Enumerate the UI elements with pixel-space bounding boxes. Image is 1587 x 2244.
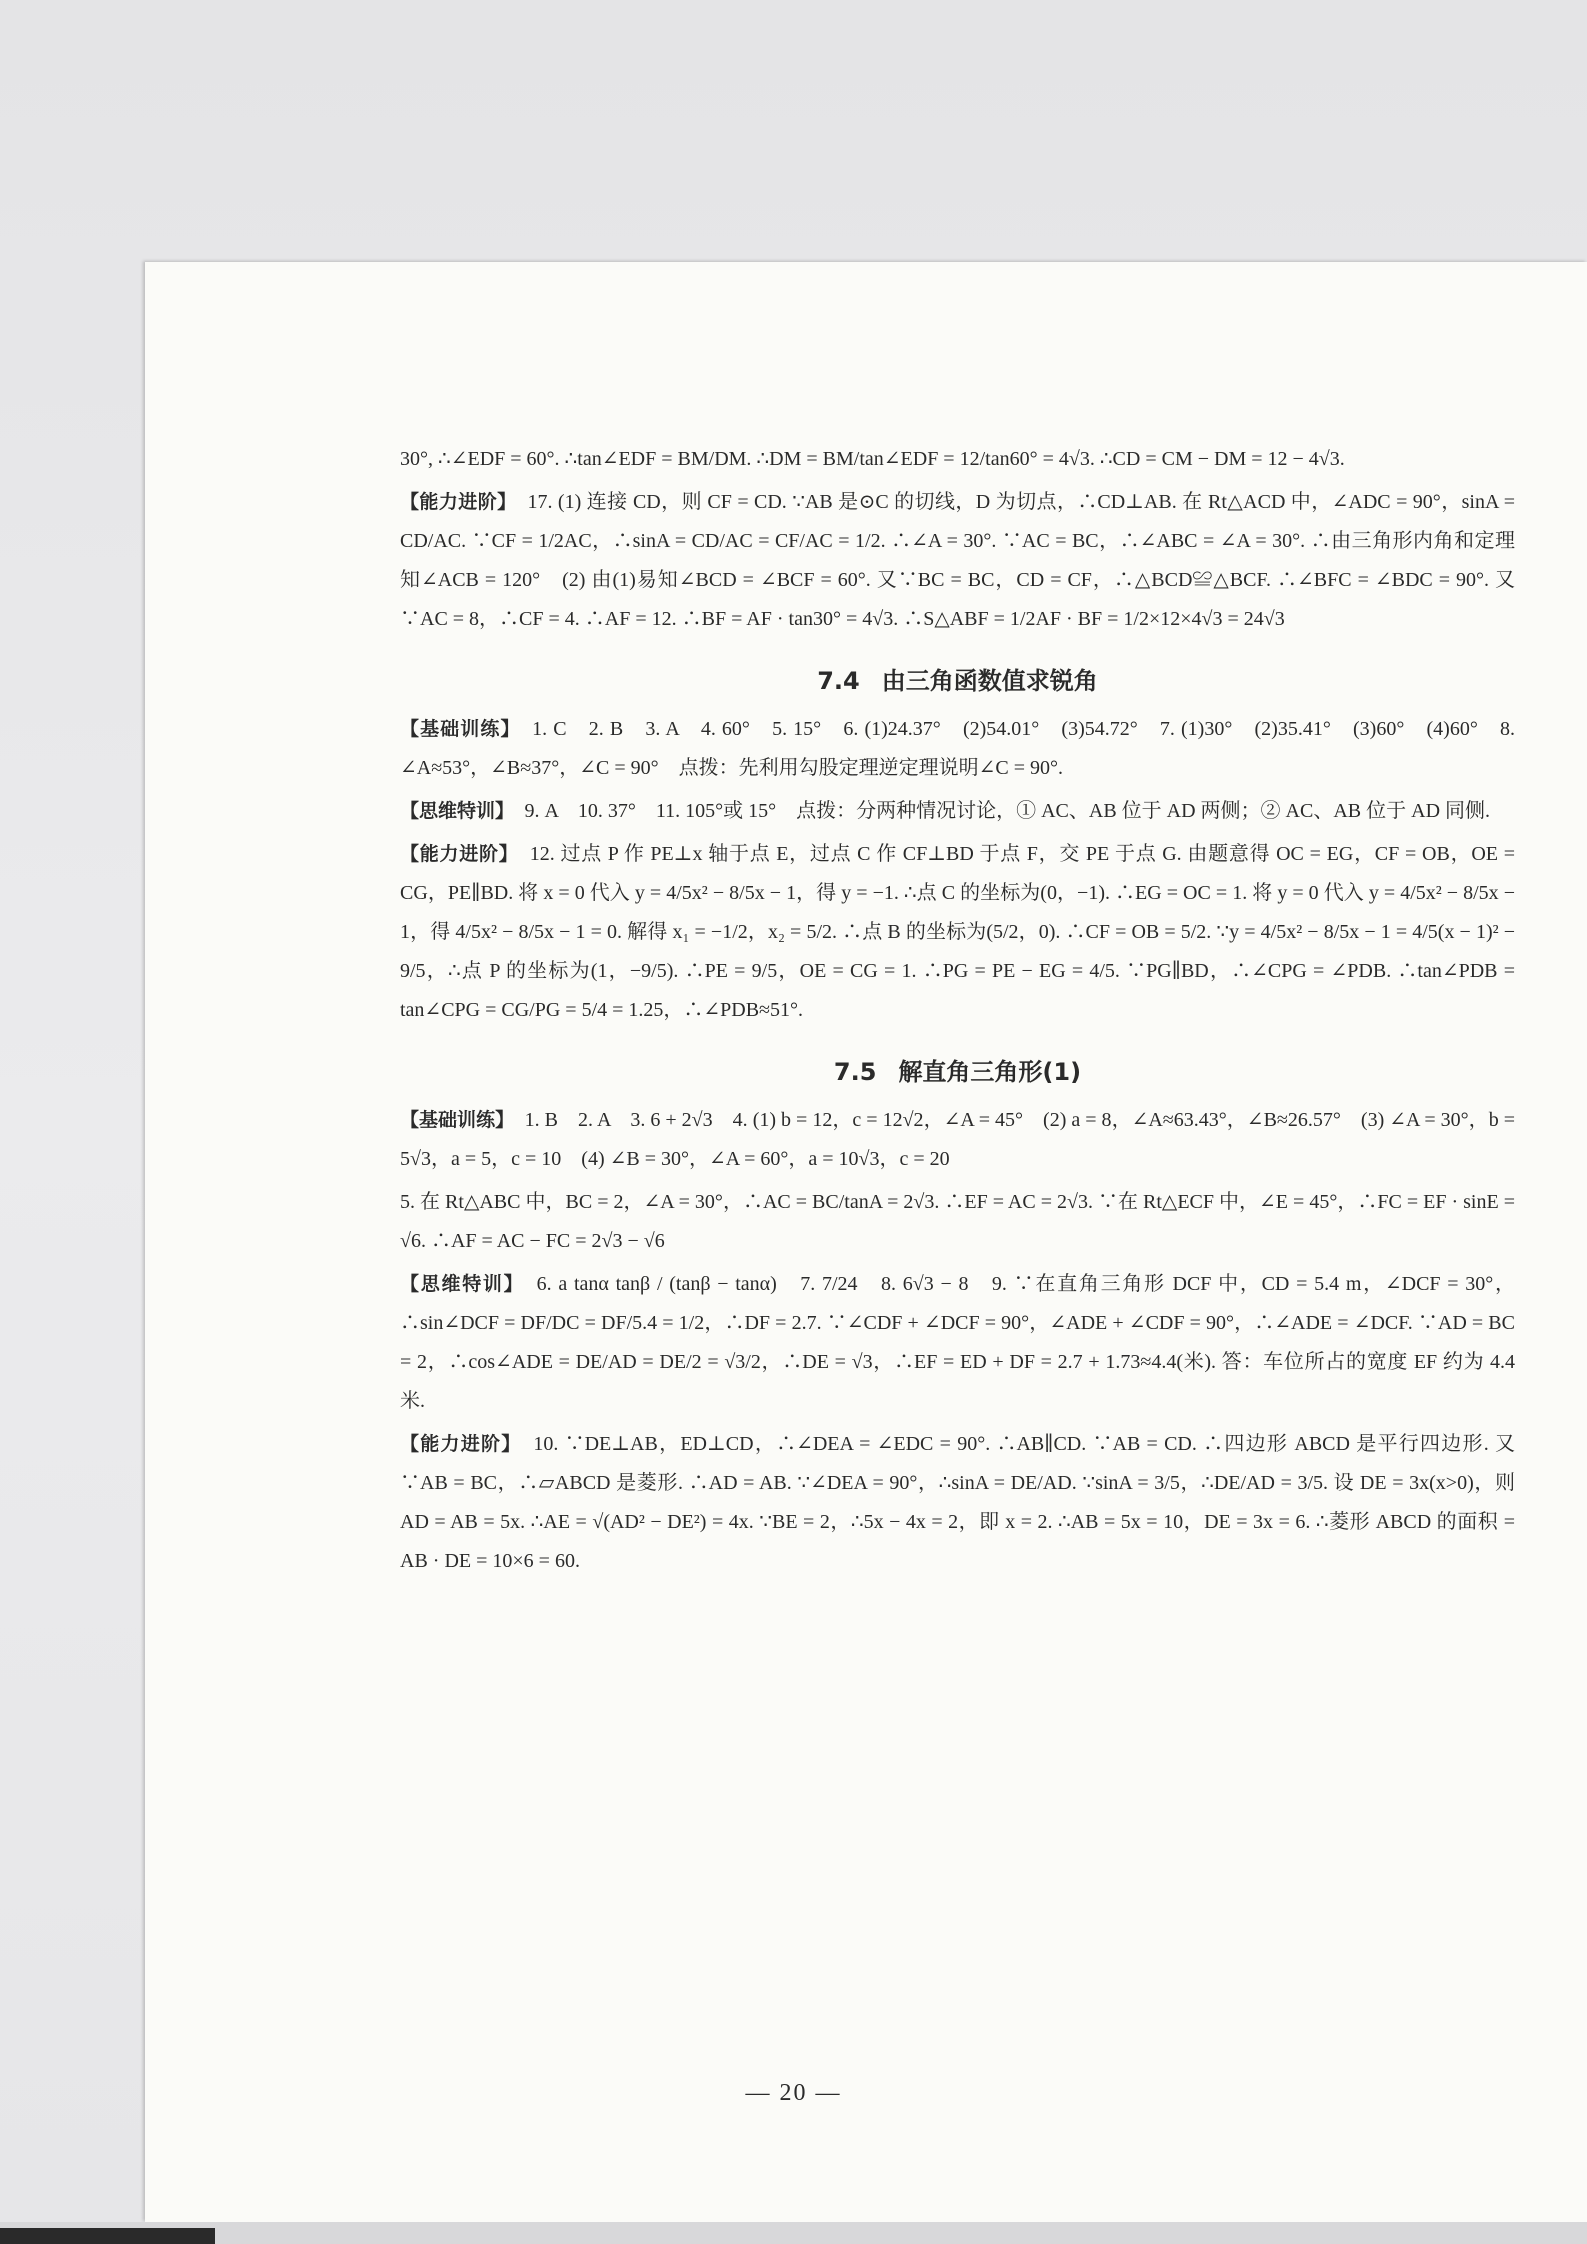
section-heading bbox=[400, 661, 1515, 696]
section-title: 由三角函数值求锐角 bbox=[881, 667, 1098, 695]
answer-text: 17. (1) 连接 CD，则 CF = CD. ∵AB 是⊙C 的切线，D 为切点，∴CD⊥AB. 在 Rt△ACD 中，∠ADC = 90°，sinA = CD/AC. ∵CF = 1/2AC，∴sinA = CD/AC = CF/AC = 1/2. ∴∠A = 30°. ∵AC = BC，∴∠ABC = ∠A = 30°. ∴由三角形内角和定理知∠ACB = 120° (2) 由(1)易知∠BCD = ∠BCF = 60°. 又∵BC = BC，CD = CF，∴△BCD≌△BCF. ∴∠BFC = ∠BDC = 90°. 又∵AC = 8，∴CF = 4. ∴AF = 12. ∴BF = AF · tan30° = 4√3. ∴S△ABF = 1/2AF · BF = 1/2×12×4√3 = 24√3 bbox=[400, 491, 1516, 630]
section-tag: 【能力进阶】 bbox=[400, 843, 509, 865]
page-body bbox=[400, 440, 1515, 1585]
answer-text: 1. B 2. A 3. 6 + 2√3 4. (1) b = 12，c = 12√2，∠A = 45° (2) a = 8，∠A≈63.43°，∠B≈26.57° (3) ∠A = 30°，b = 5√3，a = 5，c = 10 (4) ∠B = 30°，∠A = 60°，a = 10√3，c = 20 bbox=[400, 1109, 1515, 1170]
answer-text: 12. 过点 P 作 PE⊥x 轴于点 E，过点 C 作 CF⊥BD 于点 F，交 PE 于点 G. 由题意得 OC = EG，CF = OB，OE = CG，PE∥BD. 将 x = 0 代入 y = 4/5x² − 8/5x − 1，得 y = −1. ∴点 C 的坐标为(0，−1). ∴EG = OC = 1. 将 y = 0 代入 y = 4/5x² − 8/5x − 1，得 4/5x² − 8/5x − 1 = 0. 解得 x₁ = −1/2，x₂ = 5/2. ∴点 B 的坐标为(5/2，0). ∴CF = OB = 5/2. ∵y = 4/5x² − 8/5x − 1 = 4/5(x − 1)² − 9/5，∴点 P 的坐标为(1，−9/5). ∴PE = 9/5，OE = CG = 1. ∴PG = PE − EG = 4/5. ∵PG∥BD，∴∠CPG = ∠PDB. ∴tan∠PDB = tan∠CPG = CG/PG = 5/4 = 1.25，∴∠PDB≈51°. bbox=[400, 843, 1516, 1021]
page-number bbox=[0, 2080, 1587, 2107]
section-tag: 【基础训练】 bbox=[400, 1109, 505, 1131]
answer-paragraph bbox=[400, 1425, 1515, 1581]
answer-text: 5. 在 Rt△ABC 中，BC = 2，∠A = 30°，∴AC = BC/tanA = 2√3. ∴EF = AC = 2√3. ∵在 Rt△ECF 中，∠E = 45°，∴FC = EF · sinE = √6. ∴AF = AC − FC = 2√3 − √6 bbox=[400, 1191, 1515, 1252]
answer-text: 10. ∵DE⊥AB，ED⊥CD，∴∠DEA = ∠EDC = 90°. ∴AB∥CD. ∵AB = CD. ∴四边形 ABCD 是平行四边形. 又∵AB = BC，∴▱ABCD 是菱形. ∴AD = AB. ∵∠DEA = 90°，∴sinA = DE/AD. ∵sinA = 3/5，∴DE/AD = 3/5. 设 DE = 3x(x>0)，则 AD = AB = 5x. ∴AE = √(AD² − DE²) = 4x. ∵BE = 2，∴5x − 4x = 2，即 x = 2. ∴AB = 5x = 10，DE = 3x = 6. ∴菱形 ABCD 的面积 = AB · DE = 10×6 = 60. bbox=[400, 1433, 1516, 1572]
answer-text: 9. A 10. 37° 11. 105°或 15° 点拨：分两种情况讨论，① AC、AB 位于 AD 两侧；② AC、AB 位于 AD 同侧. bbox=[524, 800, 1491, 822]
answer-text: 6. a tanα tanβ / (tanβ − tanα) 7. 7/24 8. 6√3 − 8 9. ∵在直角三角形 DCF 中，CD = 5.4 m，∠DCF = 30°，∴sin∠DCF = DF/DC = DF/5.4 = 1/2，∴DF = 2.7. ∵∠CDF + ∠DCF = 90°，∠ADE + ∠CDF = 90°，∴∠ADE = ∠DCF. ∵AD = BC = 2，∴cos∠ADE = DE/AD = DE/2 = √3/2，∴DE = √3，∴EF = ED + DF = 2.7 + 1.73≈4.4(米). 答：车位所占的宽度 EF 约为 4.4 米. bbox=[400, 1273, 1515, 1412]
section-tag: 【能力进阶】 bbox=[400, 1433, 513, 1455]
section-number: 7.5 bbox=[833, 1058, 877, 1086]
section-tag: 【思维特训】 bbox=[400, 1273, 515, 1295]
section-number: 7.4 bbox=[817, 667, 860, 695]
answer-paragraph bbox=[400, 1101, 1515, 1179]
answer-paragraph bbox=[400, 835, 1515, 1030]
answer-paragraph bbox=[400, 1183, 1515, 1261]
answer-paragraph bbox=[400, 1265, 1515, 1421]
scan-edge bbox=[0, 2222, 1587, 2244]
answer-text: 1. C 2. B 3. A 4. 60° 5. 15° 6. (1)24.37° (2)54.01° (3)54.72° 7. (1)30° (2)35.41° (3)60° (4)60° 8. ∠A≈53°，∠B≈37°，∠C = 90° 点拨：先利用勾股定理逆定理说明∠C = 90°. bbox=[400, 718, 1515, 779]
answer-text: 30°, ∴∠EDF = 60°. ∴tan∠EDF = BM/DM. ∴DM = BM/tan∠EDF = 12/tan60° = 4√3. ∴CD = CM − DM = 12 − 4√3. bbox=[400, 448, 1345, 470]
section-tag: 【思维特训】 bbox=[400, 800, 505, 822]
section-title: 解直角三角形(1) bbox=[898, 1058, 1082, 1086]
page-number-text: — 20 — bbox=[745, 2080, 842, 2106]
section-tag: 【能力进阶】 bbox=[400, 491, 508, 513]
scan-shadow bbox=[0, 2228, 215, 2244]
answer-paragraph bbox=[400, 710, 1515, 788]
section-heading bbox=[400, 1052, 1515, 1087]
section-tag: 【基础训练】 bbox=[400, 718, 512, 740]
answer-paragraph bbox=[400, 792, 1515, 831]
answer-paragraph bbox=[400, 440, 1515, 479]
answer-paragraph bbox=[400, 483, 1515, 639]
